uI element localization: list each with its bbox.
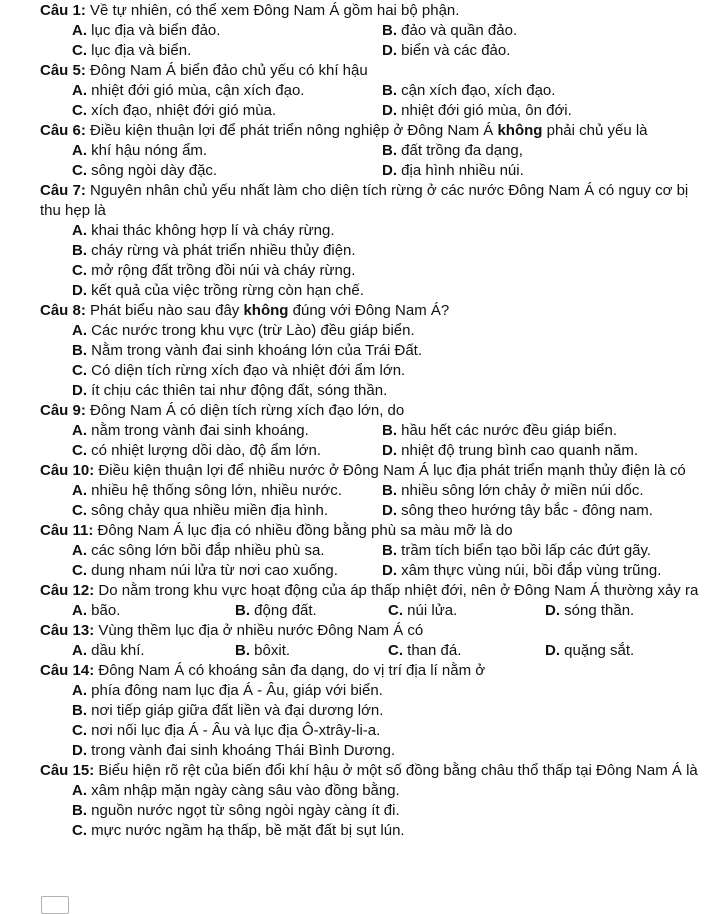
- options-group: [72, 541, 712, 581]
- option-letter: B.: [382, 142, 397, 159]
- option-letter: D.: [545, 602, 560, 619]
- answer-option-d[interactable]: [72, 381, 712, 401]
- option-letter: A.: [72, 602, 87, 619]
- option-text: kết quả của việc trồng rừng còn hạn chế.: [91, 282, 364, 299]
- answer-option-b[interactable]: [382, 481, 712, 501]
- answer-option-c[interactable]: [72, 101, 382, 121]
- option-text: đất trồng đa dạng,: [401, 142, 523, 159]
- answer-option-d[interactable]: [382, 441, 712, 461]
- answer-option-b[interactable]: [382, 81, 712, 101]
- option-letter: A.: [72, 642, 87, 659]
- stem-text: Đông Nam Á có diện tích rừng xích đạo lớn, do: [85, 402, 405, 419]
- option-text: các sông lớn bồi đắp nhiều phù sa.: [91, 542, 325, 559]
- option-letter: A.: [72, 682, 87, 699]
- option-text: lục địa và biển đảo.: [91, 22, 221, 39]
- option-letter: C.: [72, 162, 87, 179]
- question-block: [40, 521, 712, 581]
- answer-option-d[interactable]: [72, 741, 712, 761]
- stem-text: Đông Nam Á lục địa có nhiều đồng bằng phù sa màu mỡ là do: [93, 522, 513, 539]
- partial-checkbox-icon[interactable]: [41, 896, 69, 914]
- answer-option-b[interactable]: [72, 341, 712, 361]
- option-letter: A.: [72, 222, 87, 239]
- stem-emphasis: không: [497, 122, 543, 139]
- options-group: [72, 641, 712, 661]
- question-stem: [40, 461, 712, 481]
- option-letter: D.: [72, 382, 87, 399]
- answer-option-a[interactable]: [72, 221, 712, 241]
- question-stem: [40, 581, 712, 601]
- option-text: cháy rừng và phát triển nhiều thủy điện.: [91, 242, 356, 259]
- question-number: Câu 7:: [40, 182, 86, 199]
- option-letter: C.: [72, 562, 87, 579]
- stem-text: Về tự nhiên, có thể xem Đông Nam Á gồm hai bộ phận.: [85, 2, 460, 19]
- options-group: [72, 81, 712, 121]
- stem-text: đúng với Đông Nam Á?: [288, 302, 450, 319]
- stem-text: Đông Nam Á biển đảo chủ yếu có khí hậu: [85, 62, 368, 79]
- option-text: mở rộng đất trồng đồi núi và cháy rừng.: [91, 262, 356, 279]
- option-letter: D.: [382, 102, 397, 119]
- answer-option-a[interactable]: [72, 141, 382, 161]
- answer-option-a[interactable]: [72, 481, 382, 501]
- question-stem: [40, 761, 712, 781]
- question-number: Câu 11:: [40, 522, 94, 539]
- option-letter: A.: [72, 422, 87, 439]
- stem-text: Nguyên nhân chủ yếu nhất làm cho diện tích rừng ở các nước Đông Nam Á có nguy cơ bị thu hẹp là: [40, 182, 689, 219]
- stem-text: Điều kiện thuận lợi để phát triển nông nghiệp ở Đông Nam Á: [85, 122, 498, 139]
- question-block: [40, 661, 712, 761]
- options-group: [40, 681, 712, 761]
- option-text: sông theo hướng tây bắc - đông nam.: [401, 502, 653, 519]
- question-block: [40, 621, 712, 661]
- option-text: mực nước ngầm hạ thấp, bề mặt đất bị sụt lún.: [91, 822, 405, 839]
- stem-text: Biểu hiện rõ rệt của biến đổi khí hậu ở một số đồng bằng châu thổ thấp tại Đông Nam Á là: [94, 762, 698, 779]
- answer-option-c[interactable]: [72, 261, 712, 281]
- question-block: [40, 61, 712, 121]
- option-text: nhiệt đới gió mùa, cận xích đạo.: [91, 82, 305, 99]
- option-letter: B.: [235, 602, 250, 619]
- options-group: [40, 781, 712, 841]
- answer-option-b[interactable]: [235, 601, 388, 621]
- option-letter: A.: [72, 82, 87, 99]
- option-letter: B.: [382, 482, 397, 499]
- stem-text: Đông Nam Á có khoáng sản đa dạng, do vị trí địa lí nằm ở: [94, 662, 486, 679]
- option-letter: B.: [382, 542, 397, 559]
- answer-option-b[interactable]: [382, 21, 712, 41]
- option-text: nhiều sông lớn chảy ở miền núi dốc.: [401, 482, 644, 499]
- option-letter: A.: [72, 142, 87, 159]
- option-text: hầu hết các nước đều giáp biển.: [401, 422, 618, 439]
- option-letter: D.: [72, 742, 87, 759]
- option-letter: C.: [72, 502, 87, 519]
- answer-option-a[interactable]: [72, 781, 712, 801]
- option-text: Có diện tích rừng xích đạo và nhiệt đới ẩm lớn.: [91, 362, 406, 379]
- option-letter: C.: [72, 442, 87, 459]
- option-text: nằm trong vành đai sinh khoáng.: [91, 422, 309, 439]
- option-text: núi lửa.: [407, 602, 458, 619]
- question-block: [40, 301, 712, 401]
- option-text: biển và các đảo.: [401, 42, 511, 59]
- answer-option-b[interactable]: [72, 801, 712, 821]
- option-text: nơi tiếp giáp giữa đất liền và đại dương lớn.: [91, 702, 384, 719]
- option-letter: A.: [72, 22, 87, 39]
- options-group: [40, 221, 712, 301]
- option-letter: C.: [72, 102, 87, 119]
- option-text: bão.: [91, 602, 121, 619]
- option-letter: D.: [72, 282, 87, 299]
- option-text: địa hình nhiều núi.: [401, 162, 524, 179]
- option-text: sóng thần.: [564, 602, 635, 619]
- answer-option-a[interactable]: [72, 81, 382, 101]
- option-text: cận xích đạo, xích đạo.: [401, 82, 556, 99]
- answer-option-d[interactable]: [382, 41, 712, 61]
- answer-option-b[interactable]: [235, 641, 388, 661]
- option-letter: B.: [235, 642, 250, 659]
- answer-option-a[interactable]: [72, 641, 235, 661]
- answer-option-b[interactable]: [72, 701, 712, 721]
- question-stem: [40, 61, 712, 81]
- question-stem: [40, 661, 712, 681]
- option-text: trong vành đai sinh khoáng Thái Bình Dương.: [91, 742, 396, 759]
- answer-option-b[interactable]: [382, 541, 712, 561]
- stem-emphasis: không: [243, 302, 289, 319]
- option-letter: C.: [72, 42, 87, 59]
- options-group: [72, 481, 712, 521]
- option-text: bôxit.: [254, 642, 291, 659]
- answer-option-c[interactable]: [72, 561, 382, 581]
- answer-option-d[interactable]: [382, 161, 712, 181]
- answer-option-a[interactable]: [72, 681, 712, 701]
- option-letter: A.: [72, 542, 87, 559]
- option-text: dung nham núi lửa từ nơi cao xuống.: [91, 562, 338, 579]
- question-block: [40, 761, 712, 841]
- question-stem: [40, 181, 712, 221]
- option-text: sông ngòi dày đặc.: [91, 162, 218, 179]
- question-stem: [40, 401, 712, 421]
- option-letter: B.: [382, 422, 397, 439]
- question-number: Câu 13:: [40, 622, 95, 639]
- option-letter: C.: [72, 362, 87, 379]
- question-block: [40, 401, 712, 461]
- question-number: Câu 8:: [40, 302, 86, 319]
- option-text: có nhiệt lượng dồi dào, độ ẩm lớn.: [91, 442, 322, 459]
- question-block: [40, 121, 712, 181]
- question-stem: [40, 621, 712, 641]
- option-letter: C.: [388, 602, 403, 619]
- option-letter: D.: [382, 562, 397, 579]
- option-text: lục địa và biển.: [91, 42, 192, 59]
- option-letter: B.: [382, 22, 397, 39]
- option-text: nguồn nước ngọt từ sông ngòi ngày càng ít đi.: [91, 802, 400, 819]
- question-number: Câu 5:: [40, 62, 86, 79]
- options-group: [72, 421, 712, 461]
- option-text: động đất.: [254, 602, 317, 619]
- option-text: dầu khí.: [91, 642, 145, 659]
- option-letter: C.: [72, 722, 87, 739]
- answer-option-a[interactable]: [72, 21, 382, 41]
- question-number: Câu 9:: [40, 402, 86, 419]
- option-letter: D.: [382, 502, 397, 519]
- option-text: nhiệt độ trung bình cao quanh năm.: [401, 442, 639, 459]
- option-letter: A.: [72, 482, 87, 499]
- answer-option-d[interactable]: [545, 641, 712, 661]
- stem-text: phải chủ yếu là: [542, 122, 648, 139]
- question-number: Câu 15:: [40, 762, 95, 779]
- stem-text: Vùng thềm lục địa ở nhiều nước Đông Nam Á có: [94, 622, 424, 639]
- option-letter: B.: [72, 342, 87, 359]
- option-text: nhiệt đới gió mùa, ôn đới.: [401, 102, 572, 119]
- answer-option-c[interactable]: [72, 361, 712, 381]
- answer-option-b[interactable]: [382, 421, 712, 441]
- answer-option-d[interactable]: [382, 101, 712, 121]
- option-text: than đá.: [407, 642, 462, 659]
- option-text: ít chịu các thiên tai như động đất, sóng thần.: [91, 382, 388, 399]
- answer-option-c[interactable]: [72, 441, 382, 461]
- option-text: sông chảy qua nhiều miền địa hình.: [91, 502, 329, 519]
- option-letter: C.: [72, 262, 87, 279]
- stem-text: Do nằm trong khu vực hoạt động của áp thấp nhiệt đới, nên ở Đông Nam Á thường xảy ra: [94, 582, 699, 599]
- option-letter: D.: [545, 642, 560, 659]
- question-block: [40, 581, 712, 621]
- option-text: trầm tích biển tạo bồi lấp các đứt gãy.: [401, 542, 652, 559]
- answer-option-c[interactable]: [72, 161, 382, 181]
- option-text: nhiều hệ thống sông lớn, nhiều nước.: [91, 482, 342, 499]
- stem-text: Điều kiện thuận lợi để nhiều nước ở Đông Nam Á lục địa phát triển mạnh thủy điện là có: [94, 462, 686, 479]
- option-text: khai thác không hợp lí và cháy rừng.: [91, 222, 335, 239]
- option-text: khí hậu nóng ẩm.: [91, 142, 208, 159]
- answer-option-c[interactable]: [72, 41, 382, 61]
- question-number: Câu 12:: [40, 582, 95, 599]
- options-group: [72, 141, 712, 181]
- question-stem: [40, 301, 712, 321]
- option-letter: A.: [72, 322, 87, 339]
- question-block: [40, 461, 712, 521]
- answer-option-c[interactable]: [72, 501, 382, 521]
- option-text: Nằm trong vành đai sinh khoáng lớn của Trái Đất.: [91, 342, 423, 359]
- option-letter: C.: [388, 642, 403, 659]
- answer-option-d[interactable]: [382, 561, 712, 581]
- question-number: Câu 1:: [40, 2, 86, 19]
- option-text: nơi nối lục địa Á - Âu và lục địa Ô-xtrây-li-a.: [91, 722, 381, 739]
- answer-option-b[interactable]: [72, 241, 712, 261]
- answer-option-a[interactable]: [72, 321, 712, 341]
- options-group: [40, 321, 712, 401]
- option-text: xích đạo, nhiệt đới gió mùa.: [91, 102, 277, 119]
- option-letter: B.: [382, 82, 397, 99]
- option-text: phía đông nam lục địa Á - Âu, giáp với biển.: [91, 682, 383, 699]
- answer-option-c[interactable]: [388, 601, 545, 621]
- option-text: quặng sắt.: [564, 642, 635, 659]
- question-block: [40, 181, 712, 301]
- question-stem: [40, 121, 712, 141]
- option-letter: A.: [72, 782, 87, 799]
- answer-option-a[interactable]: [72, 601, 235, 621]
- option-text: Các nước trong khu vực (trừ Lào) đều giáp biển.: [91, 322, 415, 339]
- options-group: [72, 601, 712, 621]
- option-letter: B.: [72, 702, 87, 719]
- answer-option-c[interactable]: [72, 821, 712, 841]
- options-group: [72, 21, 712, 61]
- question-number: Câu 6:: [40, 122, 86, 139]
- option-letter: B.: [72, 802, 87, 819]
- answer-option-c[interactable]: [388, 641, 545, 661]
- answer-option-c[interactable]: [72, 721, 712, 741]
- answer-option-d[interactable]: [382, 501, 712, 521]
- answer-option-d[interactable]: [72, 281, 712, 301]
- question-block: [40, 1, 712, 61]
- question-number: Câu 14:: [40, 662, 95, 679]
- answer-option-a[interactable]: [72, 421, 382, 441]
- answer-option-b[interactable]: [382, 141, 712, 161]
- question-number: Câu 10:: [40, 462, 95, 479]
- option-text: xâm nhập mặn ngày càng sâu vào đồng bằng.: [91, 782, 400, 799]
- stem-text: Phát biểu nào sau đây: [85, 302, 244, 319]
- option-letter: D.: [382, 442, 397, 459]
- option-letter: C.: [72, 822, 87, 839]
- option-letter: B.: [72, 242, 87, 259]
- question-stem: [40, 1, 712, 21]
- answer-option-d[interactable]: [545, 601, 712, 621]
- option-text: xâm thực vùng núi, bồi đắp vùng trũng.: [401, 562, 662, 579]
- option-text: đảo và quần đảo.: [401, 22, 518, 39]
- option-letter: D.: [382, 42, 397, 59]
- answer-option-a[interactable]: [72, 541, 382, 561]
- questions-list: [40, 1, 712, 841]
- question-stem: [40, 521, 712, 541]
- option-letter: D.: [382, 162, 397, 179]
